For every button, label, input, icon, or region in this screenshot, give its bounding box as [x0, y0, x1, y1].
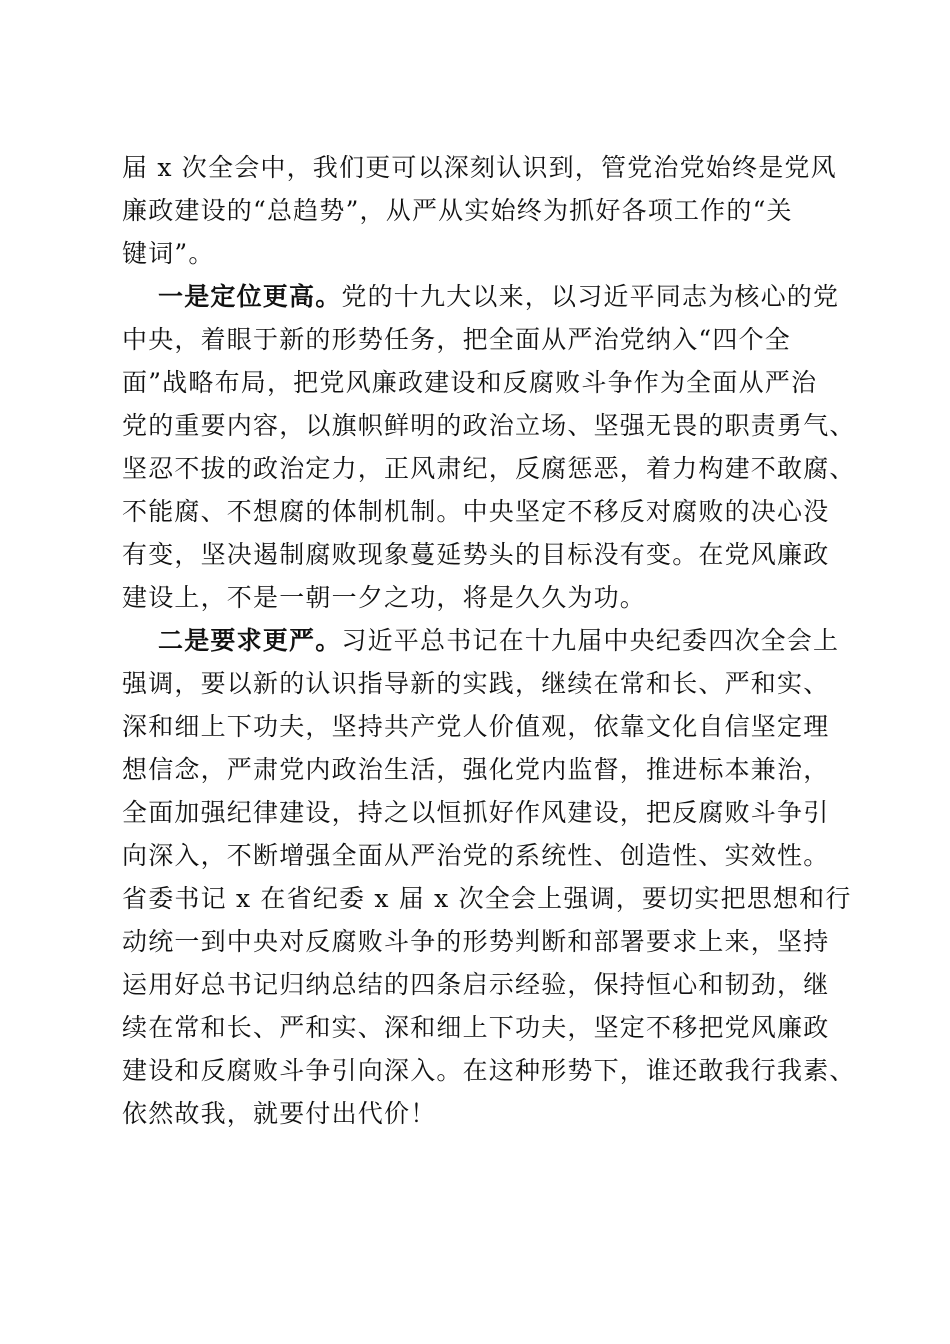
paragraph-two-heading: 二是要求更严。 [158, 626, 342, 655]
text-line: 键词”。 [122, 239, 215, 268]
text-line: 党的重要内容，以旗帜鲜明的政治立场、坚强无畏的职责勇气、 [122, 411, 856, 440]
text-line: 强调，要以新的认识指导新的实践，继续在常和长、严和实、 [122, 669, 830, 698]
text-line: 省委书记 x 在省纪委 x 届 x 次全会上强调，要切实把思想和行 [122, 884, 852, 913]
text-line: 建设和反腐败斗争引向深入。在这种形势下，谁还敢我行我素、 [122, 1056, 856, 1085]
paragraph-two-first-line [158, 623, 842, 659]
text-line: 廉政建设的“总趋势”，从严从实始终为抓好各项工作的“关 [122, 196, 793, 225]
text-line: 党的十九大以来，以习近平同志为核心的党 [341, 282, 840, 311]
text-line: 建设上，不是一朝一夕之功，将是久久为功。 [122, 583, 647, 612]
text-line: 届 x 次全会中，我们更可以深刻认识到，管党治党始终是党风 [122, 153, 837, 182]
text-line: 运用好总书记归纳总结的四条启示经验，保持恒心和韧劲，继 [122, 970, 830, 999]
text-line: 坚忍不拔的政治定力，正风肃纪，反腐惩恶，着力构建不敢腐、 [122, 454, 856, 483]
text-line: 有变，坚决遏制腐败现象蔓延势头的目标没有变。在党风廉政 [122, 540, 830, 569]
text-line: 全面加强纪律建设，持之以恒抓好作风建设，把反腐败斗争引 [122, 798, 830, 827]
text-line: 面”战略布局，把党风廉政建设和反腐败斗争作为全面从严治 [122, 368, 818, 397]
text-line: 想信念，严肃党内政治生活，强化党内监督，推进标本兼治， [122, 755, 830, 784]
text-line: 续在常和长、严和实、深和细上下功夫，坚定不移把党风廉政 [122, 1013, 830, 1042]
text-line: 习近平总书记在十九届中央纪委四次全会上 [341, 626, 840, 655]
text-line: 动统一到中央对反腐败斗争的形势判断和部署要求上来，坚持 [122, 927, 830, 956]
text-line: 中央，着眼于新的形势任务，把全面从严治党纳入“四个全 [122, 325, 791, 354]
paragraph-one-heading: 一是定位更高。 [158, 282, 342, 311]
text-line: 依然故我，就要付出代价！ [122, 1099, 437, 1128]
text-line: 向深入，不断增强全面从严治党的系统性、创造性、实效性。 [122, 841, 830, 870]
text-line: 不能腐、不想腐的体制机制。中央坚定不移反对腐败的决心没 [122, 497, 830, 526]
text-line: 深和细上下功夫，坚持共产党人价值观，依靠文化自信坚定理 [122, 712, 830, 741]
paragraph-one-first-line [158, 279, 842, 315]
